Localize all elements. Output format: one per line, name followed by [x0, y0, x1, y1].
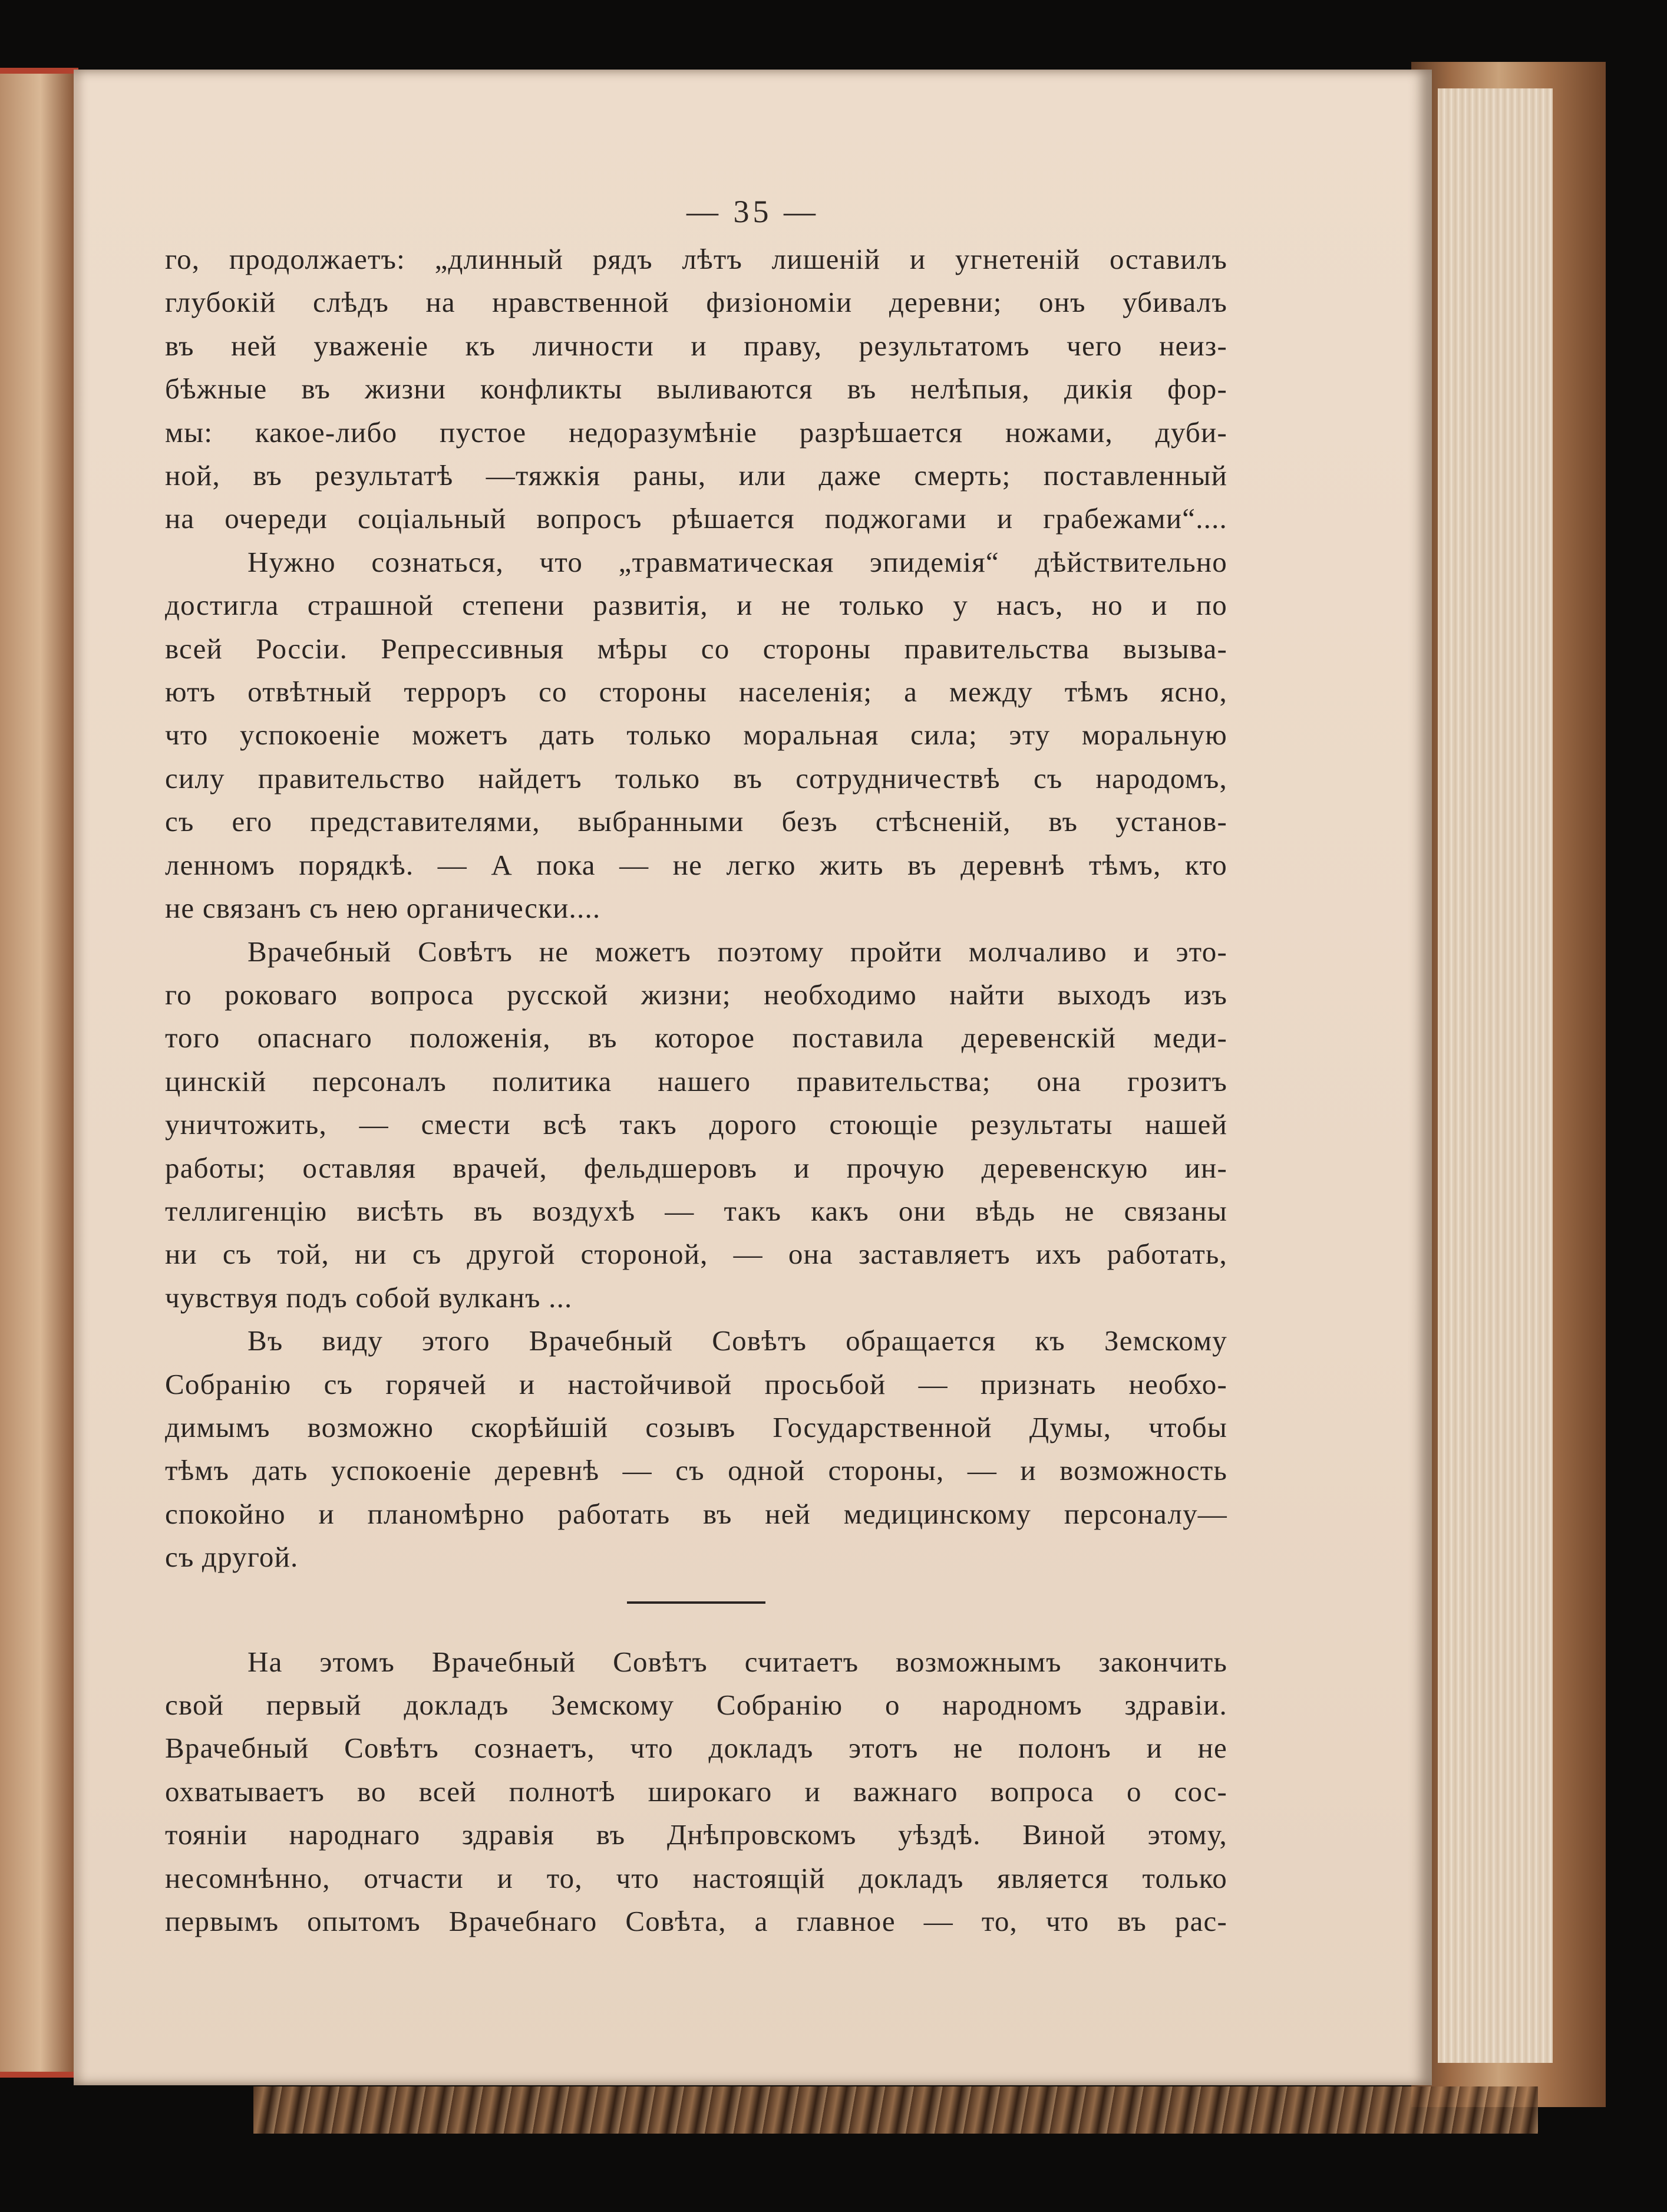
- paragraph-3: [165, 930, 1227, 1320]
- text-line: ной, въ результатѣ —тяжкія раны, или даже смерть; поставленный: [165, 459, 1227, 492]
- text-line: Собранію съ горячей и настойчивой просьбой — признать необхо-: [165, 1367, 1227, 1400]
- text-line: мы: какое-либо пустое недоразумѣніе разрѣшается ножами, дуби-: [165, 416, 1227, 449]
- text-line: всей Россіи. Репрессивныя мѣры со стороны правительства вызыва-: [165, 632, 1227, 665]
- text-line: первымъ опытомъ Врачебнаго Совѣта, а главное — то, что въ рас-: [165, 1905, 1227, 1938]
- text-line: ютъ отвѣтный терроръ со стороны населенія; а между тѣмъ ясно,: [165, 675, 1227, 708]
- text-line: что успокоеніе можетъ дать только моральная сила; эту моральную: [165, 718, 1227, 751]
- text-line: въ ней уваженіе къ личности и праву, результатомъ чего неиз-: [165, 329, 1227, 362]
- text-line: спокойно и планомѣрно работать въ ней медицинскому персоналу—: [165, 1497, 1227, 1530]
- paragraph-5: [165, 1640, 1227, 1943]
- text-line: достигла страшной степени развитія, и не только у насъ, но и по: [165, 589, 1227, 622]
- text-line: теллигенцію висѣть въ воздухѣ — такъ какъ они вѣдь не связаны: [165, 1194, 1227, 1227]
- text-line: тѣмъ дать успокоеніе деревнѣ — съ одной стороны, — и возможность: [165, 1454, 1227, 1487]
- text-line: Врачебный Совѣтъ сознаетъ, что докладъ этотъ не полонъ и не: [165, 1732, 1227, 1765]
- text-line: димымъ возможно скорѣйшій созывъ Государственной Думы, чтобы: [165, 1410, 1227, 1443]
- text-line: съ его представителями, выбранными безъ стѣсненій, въ установ-: [165, 805, 1227, 838]
- paragraph-4: [165, 1319, 1227, 1578]
- adjacent-left-page: [0, 68, 78, 2078]
- text-line: свой первый докладъ Земскому Собранію о народномъ здравіи.: [165, 1689, 1227, 1721]
- page-stack-edges: [1438, 88, 1553, 2063]
- book-bottom-edge: [253, 2086, 1538, 2134]
- text-line: силу правительство найдетъ только въ сотрудничествѣ съ народомъ,: [165, 761, 1227, 795]
- text-line: Врачебный Совѣтъ не можетъ поэтому пройти молчаливо и это-: [247, 935, 1227, 968]
- text-line: чувствуя подъ собой вулканъ ...: [165, 1281, 573, 1314]
- text-line: цинскій персоналъ политика нашего правительства; она грозитъ: [165, 1064, 1227, 1097]
- paragraph-1: [165, 238, 1227, 540]
- text-line: Нужно сознаться, что „травматическая эпидемія“ дѣйствительно: [247, 545, 1227, 578]
- text-line: не связанъ съ нею органически....: [165, 892, 601, 925]
- text-line: глубокій слѣдъ на нравственной физіономіи деревни; онъ убивалъ: [165, 286, 1227, 319]
- text-line: ленномъ порядкѣ. — А пока — не легко жить въ деревнѣ тѣмъ, кто: [165, 848, 1227, 881]
- page-number: — 35 —: [686, 194, 819, 229]
- text-line: того опаснаго положенія, въ которое поставила деревенскій меди-: [165, 1021, 1227, 1054]
- text-line: го, продолжаетъ: „длинный рядъ лѣтъ лишеній и угнетеній оставилъ: [165, 243, 1227, 275]
- page-text: [165, 238, 1227, 1943]
- text-line: На этомъ Врачебный Совѣтъ считаетъ возможнымъ закончить: [247, 1645, 1227, 1678]
- text-line: бѣжные въ жизни конфликты выливаются въ нелѣпыя, дикія фор-: [165, 372, 1227, 406]
- text-line: уничтожить, — смести всѣ такъ дорого стоющіе результаты нашей: [165, 1108, 1227, 1141]
- text-line: ни съ той, ни съ другой стороной, — она заставляетъ ихъ работать,: [165, 1238, 1227, 1271]
- text-line: съ другой.: [165, 1541, 299, 1574]
- text-line: несомнѣнно, отчасти и то, что настоящій докладъ является только: [165, 1861, 1227, 1894]
- text-line: го роковаго вопроса русской жизни; необходимо найти выходъ изъ: [165, 978, 1227, 1011]
- text-line: тояніи народнаго здравія въ Днѣпровскомъ уѣздѣ. Виной этому,: [165, 1818, 1227, 1851]
- text-line: Въ виду этого Врачебный Совѣтъ обращается къ Земскому: [247, 1324, 1227, 1357]
- section-divider: [627, 1601, 765, 1604]
- paragraph-2: [165, 540, 1227, 930]
- text-line: охватываетъ во всей полнотѣ широкаго и важнаго вопроса о сос-: [165, 1775, 1227, 1808]
- text-line: на очереди соціальный вопросъ рѣшается поджогами и грабежами“....: [165, 502, 1227, 535]
- text-line: работы; оставляя врачей, фельдшеровъ и прочую деревенскую ин-: [165, 1151, 1227, 1184]
- book-page: [74, 70, 1432, 2085]
